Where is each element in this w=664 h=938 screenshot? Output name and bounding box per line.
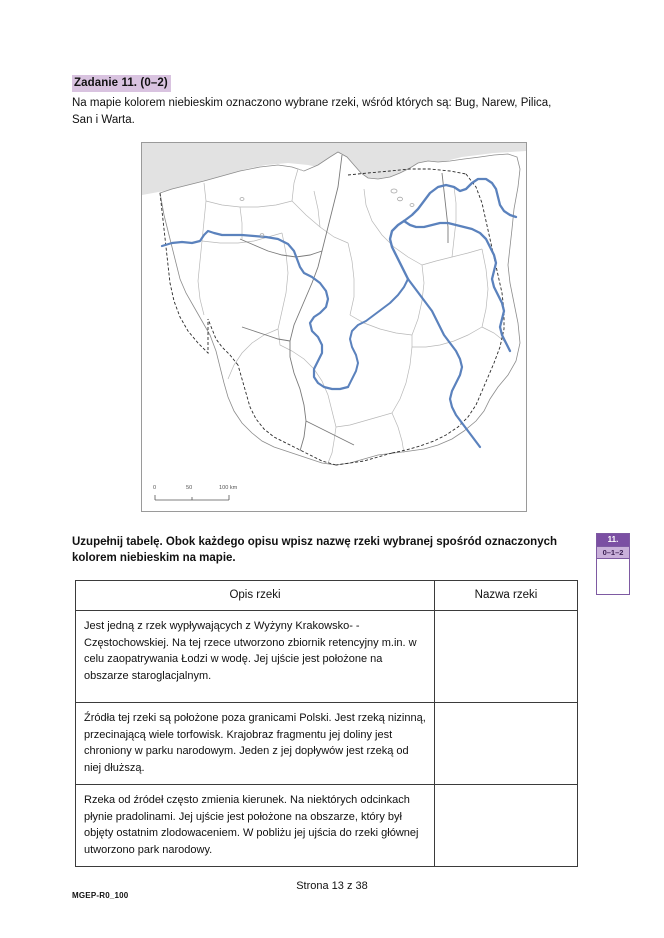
table-header-row	[76, 581, 578, 611]
table-row	[76, 703, 578, 785]
score-answer-field[interactable]	[597, 559, 629, 594]
river-description-2: Źródła tej rzeki są położone poza granicami Polski. Jest rzeką nizinną, przecinającą wiele torfowisk. Krajobraz fragmentu jej doliny jest chroniony w parku narodowym. Jeden z jej dopływów jest rzeką od niej dłuższą.	[76, 703, 435, 785]
poland-landmass	[160, 152, 520, 465]
column-header-description: Opis rzeki	[76, 581, 435, 611]
scale-label-100: 100 km	[219, 485, 238, 491]
column-header-name: Nazwa rzeki	[435, 581, 578, 611]
score-points-scale: 0–1–2	[597, 546, 629, 559]
map-svg	[142, 143, 526, 511]
scale-bar-graphic	[153, 494, 243, 502]
scale-label-0: 0	[153, 485, 157, 491]
river-name-answer-1[interactable]	[435, 611, 578, 703]
map-scale-bar	[153, 485, 273, 509]
score-box	[596, 533, 630, 595]
river-description-1: Jest jedną z rzek wypływających z Wyżyny Krakowsko- -Częstochowskiej. Na tej rzece utworzono zbiornik retencyjny m.in. w celu zaopatrywania Łodzi w wodę. Jej ujście jest położone na obszarze staroglacjalnym.	[76, 611, 435, 703]
scale-label-50: 50	[186, 485, 193, 491]
scale-labels	[153, 485, 273, 494]
table-row	[76, 611, 578, 703]
task-intro-text: Na mapie kolorem niebieskim oznaczono wybrane rzeki, wśród których są: Bug, Narew, Pilica, San i Warta.	[72, 97, 552, 126]
task-instruction: Uzupełnij tabelę. Obok każdego opisu wpisz nazwę rzeki wybranej spośród oznaczonych kolorem niebieskim na mapie.	[72, 536, 558, 564]
poland-rivers-map	[141, 142, 527, 512]
score-task-number: 11.	[597, 534, 629, 546]
task-header	[72, 73, 584, 128]
river-description-3: Rzeka od źródeł często zmienia kierunek. Na niektórych odcinkach płynie pradolinami. Jej ujście jest położone na obszarze, który był objęty ostatnim zlodowaceniem. W pobliżu jej ujścia do rzeki głównej utworzono park narodowy.	[76, 785, 435, 867]
footer-page-label: Strona 13 z 38	[296, 880, 368, 892]
task-title: Zadanie 11. (0–2)	[72, 75, 171, 92]
river-name-answer-3[interactable]	[435, 785, 578, 867]
table-row	[76, 785, 578, 867]
footer-sheet-code: MGEP-R0_100	[72, 891, 129, 900]
river-name-answer-2[interactable]	[435, 703, 578, 785]
answers-table	[75, 580, 578, 867]
